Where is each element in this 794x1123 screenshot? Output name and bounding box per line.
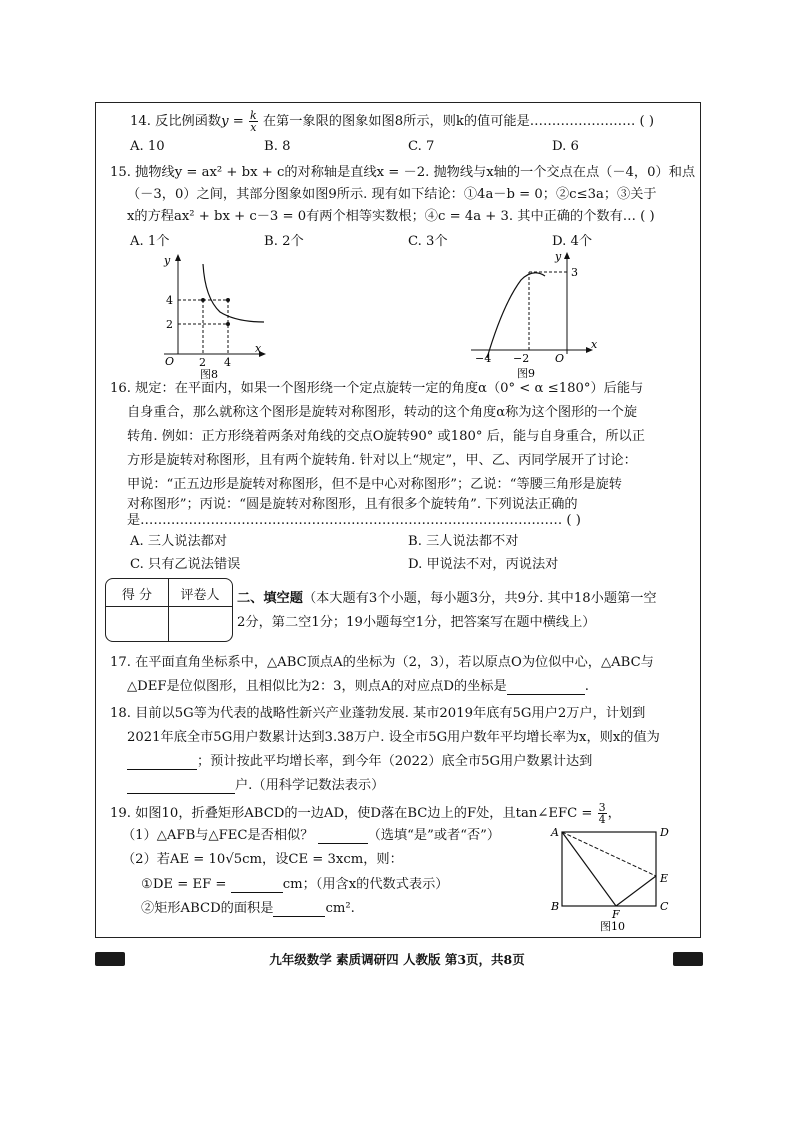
q15-line3: x的方程ax² + bx + c－3 = 0有两个相等实数根；④c = 4a + 3. 其中正确的个数有… ( ) — [127, 209, 655, 224]
fig10-caption: 图10 — [600, 920, 625, 933]
q16-line: 转角. 例如：正方形绕着两条对角线的交点O旋转90° 或180° 后，能与自身重合，所以正 — [127, 429, 645, 444]
fig9-x-label: x — [591, 338, 598, 351]
fig8-y-tick: 2 — [166, 318, 173, 331]
fig10-segment-fe — [616, 876, 656, 906]
fig10-point-label: D — [660, 826, 669, 839]
q14-option-a: A. 10 — [130, 139, 165, 154]
fig8-y-tick: 4 — [166, 294, 173, 307]
q19-sub1: （1）△AFB与△FEC是否相似？ （选填“是”或者“否”） — [122, 828, 501, 843]
page-footer: 九年级数学 素质调研四 人教版 第3页，共8页 — [269, 952, 525, 967]
q16-option-d: D. 甲说法不对，丙说法对 — [408, 557, 559, 572]
q15-line1: 15. 抛物线y = ax² + bx + c的对称轴是直线x = －2. 抛物线与x轴的一个交点在点（－4，0）和点 — [110, 165, 696, 180]
fig9-caption: 图9 — [517, 367, 535, 380]
q19-line1: 19. 如图10，折叠矩形ABCD的一边AD，使D落在BC边上的F处，且tan∠EFC = $\frac{3}{4}$ ， — [110, 801, 621, 826]
q19-sub2-2: ②矩形ABCD的面积是 cm². — [141, 901, 355, 916]
fig9-y-arrow — [564, 252, 570, 259]
fig10-point-label: F — [612, 908, 620, 921]
q15-option-c: C. 3个 — [408, 234, 448, 249]
q15-option-a: A. 1个 — [130, 234, 170, 249]
q19-sub2-1: ①DE = EF = cm；（用含x的代数式表示） — [141, 877, 449, 892]
q19-sub2: （2）若AE = 10√5cm，设CE = 3xcm，则： — [122, 852, 403, 867]
q18-line4: 户.（用科学记数法表示） — [127, 777, 384, 794]
q14-fraction: $\frac{k}{x}$ — [250, 109, 257, 134]
fig8-x-tick: 2 — [199, 356, 206, 369]
q15-option-b: B. 2个 — [264, 234, 304, 249]
grader-input-cell[interactable] — [169, 607, 232, 640]
q16-option-c: C. 只有乙说法错误 — [130, 557, 241, 572]
fig10-point-label: A — [551, 826, 559, 839]
grader-header: 评卷人 — [180, 588, 220, 603]
q19-similar-blank[interactable] — [318, 829, 368, 844]
fig8-y-label: y — [164, 254, 171, 267]
q15-line2: （－3，0）之间，其部分图象如图9所示. 现有如下结论：①4a－b = 0；②c≤3a；③关于 — [127, 187, 657, 202]
score-header: 得 分 — [121, 588, 153, 603]
q14-option-b: B. 8 — [264, 139, 291, 154]
q15-option-d: D. 4个 — [552, 234, 593, 249]
score-input-cell[interactable] — [106, 607, 168, 640]
fig10-segment-af — [562, 832, 616, 906]
figure-8 — [150, 252, 270, 380]
section2-line2: 2分，第二空1分；19小题每空1分，把答案写在题中横线上） — [237, 615, 596, 630]
fig9-x-tick: −4 — [475, 352, 492, 365]
figure-10 — [548, 824, 678, 936]
q19-de-blank[interactable] — [231, 878, 283, 893]
q19-tan-fraction: $\frac{3}{4}$ — [598, 801, 606, 826]
fig9-x-tick: −2 — [513, 352, 530, 365]
fig8-hyperbola-curve — [203, 264, 264, 322]
fig8-caption: 图8 — [200, 368, 218, 380]
q14-stem: 14. 反比例函数y = $\frac{k}{x}$ 在第一象限的图象如图8所示，则k的值可能是…………………… ( ) — [130, 109, 654, 134]
q16-line: 对称图形”；丙说：“圆是旋转对称图形，且有很多个旋转角”. 下列说法正确的 — [127, 497, 578, 512]
fig10-rectangle — [562, 832, 656, 906]
q16-line: 自身重合，那么就称这个图形是旋转对称图形，转动的这个角度α称为这个图形的一个旋 — [127, 405, 638, 420]
fig8-y-arrow — [175, 254, 181, 261]
q16-line: 方形是旋转对称图形，且有两个旋转角. 针对以上“规定”，甲、乙、丙同学展开了讨论： — [127, 453, 637, 468]
fig8-point — [226, 298, 230, 302]
q16-line: 甲说：“正五边形是旋转对称图形，但不是中心对称图形”；乙说：“等腰三角形是旋转 — [127, 477, 622, 492]
q16-option-b: B. 三人说法都不对 — [408, 534, 519, 549]
q16-line: 16. 规定：在平面内，如果一个图形绕一个定点旋转一定的角度α（0° < α ≤180°）后能与 — [110, 381, 644, 396]
q18-line3: ；预计按此平均增长率，到今年（2022）底全市5G用户数累计达到 — [127, 753, 592, 770]
fig8-origin-label: O — [165, 355, 175, 368]
fig10-point-label: C — [660, 900, 669, 913]
fig8-x-label: x — [255, 342, 262, 355]
q16-option-a: A. 三人说法都对 — [130, 534, 228, 549]
figure-9 — [465, 250, 605, 380]
q18-line1: 18. 目前以5G等为代表的战略性新兴产业蓬勃发展. 某市2019年底有5G用户2万户，计划到 — [110, 706, 646, 721]
q18-line2: 2021年底全市5G用户数累计达到3.38万户. 设全市5G用户数年平均增长率为x，则x的值为 — [127, 730, 660, 745]
q17-answer-blank[interactable] — [507, 680, 585, 695]
q16-line: 是…………………………………………………………………………………… ( ) — [127, 513, 581, 528]
fig9-y-tick: 3 — [571, 266, 578, 279]
q14-option-d: D. 6 — [552, 139, 579, 154]
q19-area-blank[interactable] — [273, 902, 325, 917]
section2-line1: 二、填空题（本大题有3个小题，每小题3分，共9分. 其中18小题第一空 — [237, 591, 657, 606]
fig9-y-label: y — [555, 250, 562, 263]
section2-title: 二、填空题 — [237, 591, 303, 606]
q17-line1: 17. 在平面直角坐标系中，△ABC顶点A的坐标为（2，3），若以原点O为位似中心，△ABC与 — [110, 655, 654, 670]
fig8-x-tick: 4 — [224, 356, 231, 369]
fig9-origin-label: O — [555, 352, 565, 365]
q14-option-c: C. 7 — [408, 139, 435, 154]
fig8-point — [201, 298, 205, 302]
fig10-point-label: B — [551, 900, 560, 913]
q17-line2: △DEF是位似图形，且相似比为2：3，则点A的对应点D的坐标是 . — [127, 679, 589, 694]
q18-growth-rate-blank[interactable] — [127, 755, 197, 770]
fig8-point — [226, 322, 230, 326]
score-table — [105, 578, 233, 642]
fig10-point-label: E — [660, 872, 669, 885]
fig9-parabola-curve — [487, 273, 545, 358]
fig10-segment-ae — [562, 832, 656, 876]
q18-users-blank[interactable] — [127, 779, 235, 794]
